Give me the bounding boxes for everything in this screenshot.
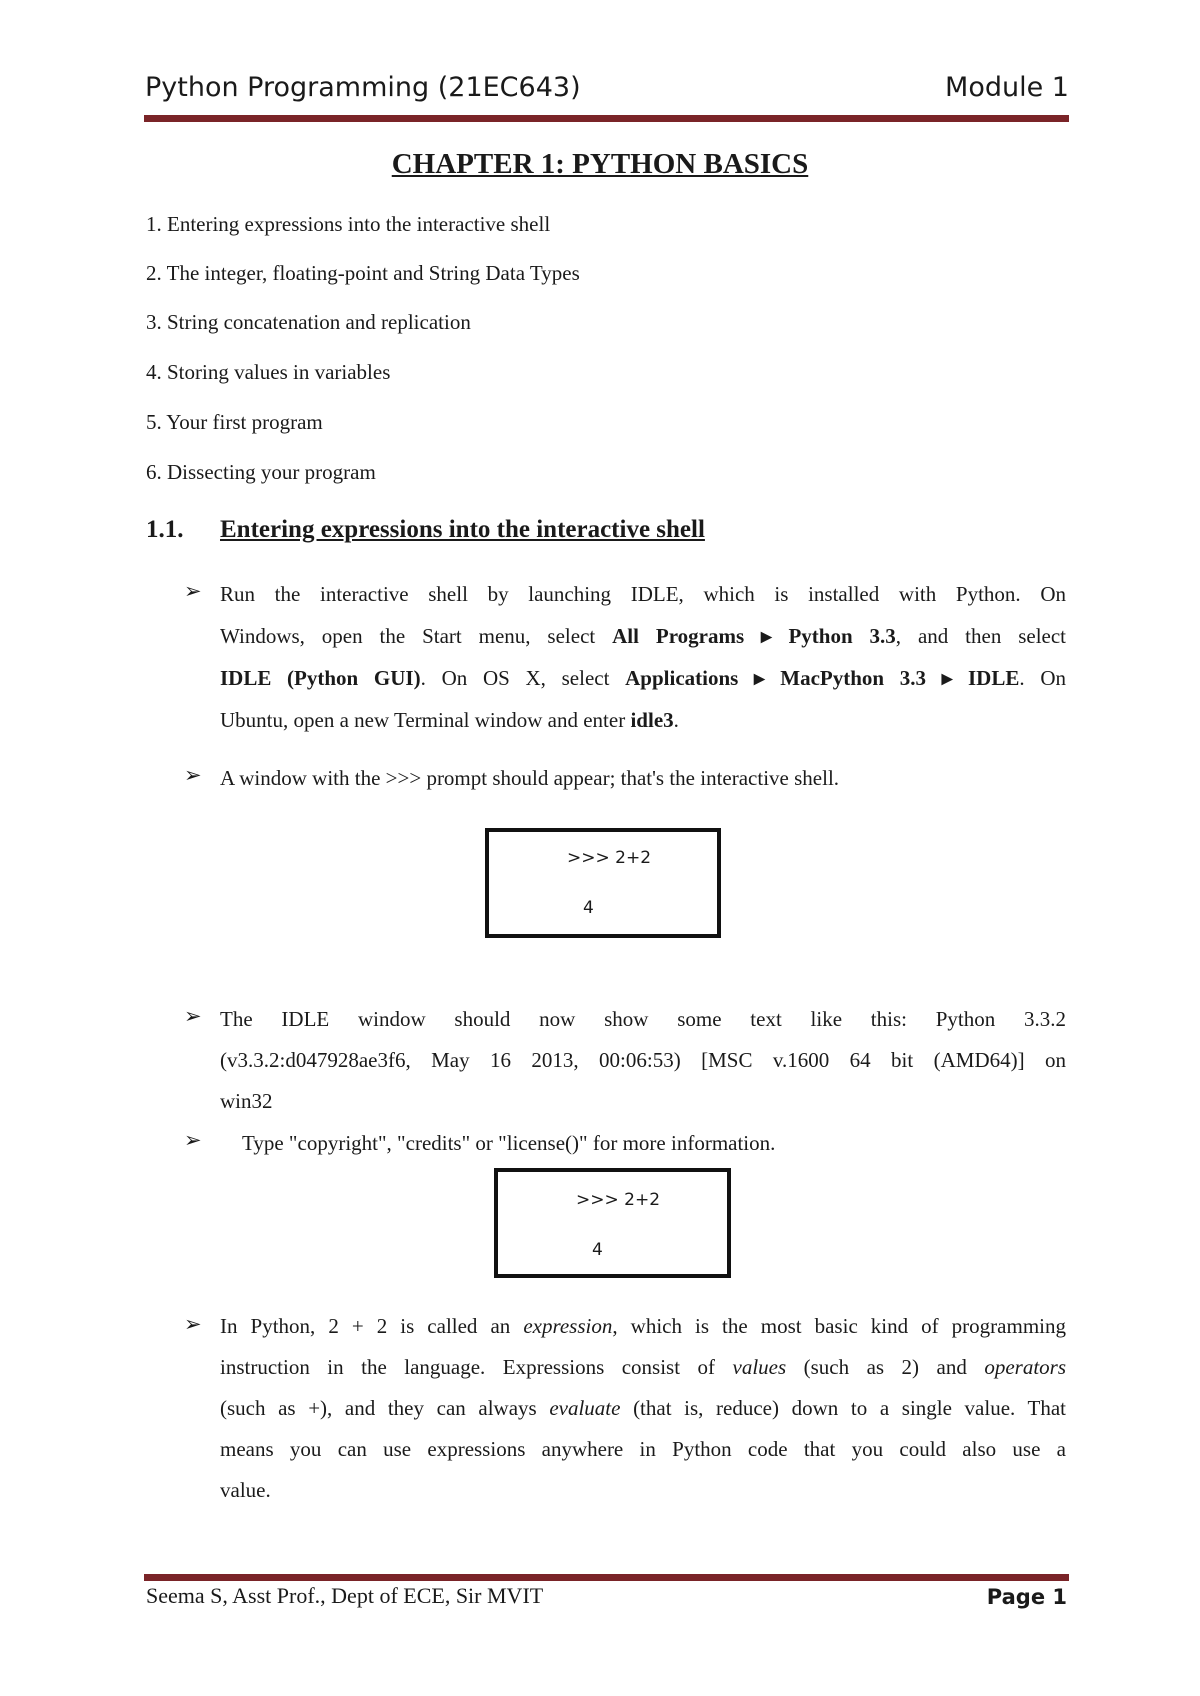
shell-prompt-text: >>> 2+2: [576, 1190, 661, 1210]
footer-rule: [144, 1574, 1069, 1581]
section-number: 1.1.: [146, 516, 184, 543]
bullet-paragraph-prompt: [220, 757, 1066, 799]
footer-author: Seema S, Asst Prof., Dept of ECE, Sir MVIT: [146, 1583, 544, 1608]
shell-result-text: 4: [592, 1240, 603, 1260]
bullet-paragraph-copyright: [242, 1122, 1062, 1164]
bullet-paragraph-expressions: [220, 1306, 1066, 1511]
shell-example-box: [494, 1168, 731, 1278]
toc-item: 4. Storing values in variables: [146, 360, 391, 384]
text-line: Ubuntu, open a new Terminal window and enter idle3.: [220, 708, 679, 732]
shell-result-text: 4: [583, 898, 594, 918]
toc-item: 2. The integer, floating-point and String Data Types: [146, 261, 580, 285]
shell-example-box: [485, 828, 721, 938]
bullet-paragraph-idle-text: [220, 999, 1066, 1122]
bullet-arrow-icon: ➢: [184, 763, 202, 787]
text-line: (such as +), and they can always evaluate (that is, reduce) down to a single value. That: [220, 1396, 1066, 1420]
text-line: Type "copyright", "credits" or "license()" for more information.: [242, 1131, 776, 1155]
text-line: value.: [220, 1478, 271, 1502]
text-line: A window with the >>> prompt should appear; that's the interactive shell.: [220, 766, 840, 790]
toc-item: 1. Entering expressions into the interactive shell: [146, 212, 551, 236]
toc-item: 3. String concatenation and replication: [146, 310, 471, 334]
bullet-arrow-icon: ➢: [184, 1312, 202, 1336]
bullet-arrow-icon: ➢: [184, 1004, 202, 1028]
section-title: Entering expressions into the interactive shell: [220, 516, 705, 543]
text-line: In Python, 2 + 2 is called an expression, which is the most basic kind of programming: [220, 1314, 1066, 1338]
bullet-arrow-icon: ➢: [184, 579, 202, 603]
text-line: win32: [220, 1089, 273, 1113]
text-line: IDLE (Python GUI). On OS X, select Applications ▸ MacPython 3.3 ▸ IDLE. On: [220, 666, 1066, 690]
shell-prompt-text: >>> 2+2: [567, 848, 652, 868]
text-line: Windows, open the Start menu, select All Programs ▸ Python 3.3, and then select: [220, 624, 1067, 648]
bullet-paragraph-idle-launch: [220, 573, 1066, 741]
text-line: (v3.3.2:d047928ae3f6, May 16 2013, 00:06:53) [MSC v.1600 64 bit (AMD64)] on: [220, 1048, 1066, 1072]
chapter-title: CHAPTER 1: PYTHON BASICS: [391, 148, 809, 180]
text-line: instruction in the language. Expressions consist of values (such as 2) and operators: [220, 1355, 1067, 1379]
text-line: means you can use expressions anywhere in Python code that you could also use a: [220, 1437, 1066, 1461]
toc-item: 6. Dissecting your program: [146, 460, 376, 484]
header-module: Module 1: [945, 72, 1069, 103]
bullet-arrow-icon: ➢: [184, 1128, 202, 1152]
header-rule: [144, 115, 1069, 122]
header-course-title: Python Programming (21EC643): [145, 72, 581, 103]
page-number: Page 1: [986, 1585, 1067, 1609]
toc-item: 5. Your first program: [146, 410, 323, 434]
text-line: The IDLE window should now show some text like this: Python 3.3.2: [220, 1007, 1066, 1031]
text-line: Run the interactive shell by launching IDLE, which is installed with Python. On: [220, 582, 1066, 606]
